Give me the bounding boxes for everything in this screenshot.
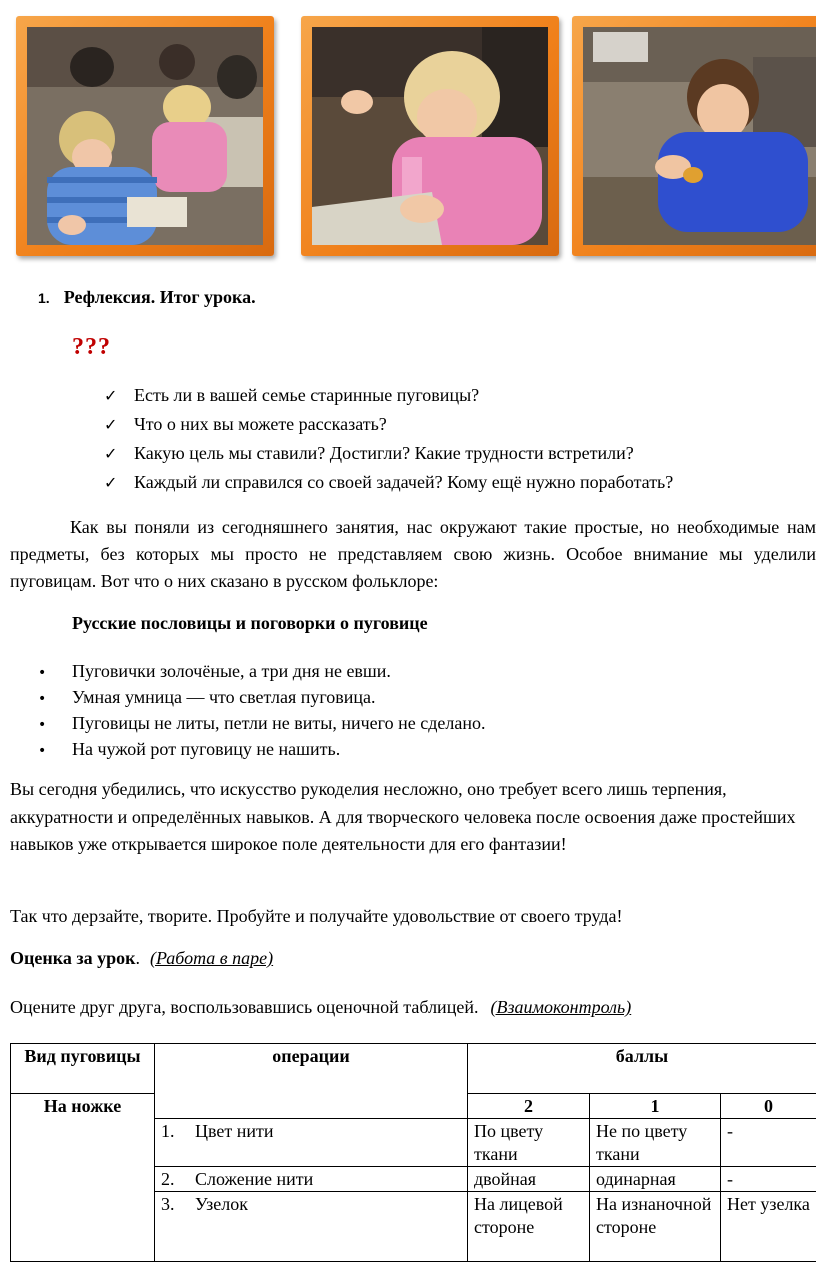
girl-threading-needle-photo-3 — [583, 27, 816, 245]
bullet-icon: • — [38, 691, 47, 707]
girl-sewing-button-photo-2 — [312, 27, 548, 245]
proverbs-list — [38, 658, 485, 762]
points-2-cell: двойная — [468, 1167, 590, 1192]
question-marks: ??? — [72, 334, 111, 360]
bullet-icon: • — [38, 717, 47, 733]
checkmark-icon: ✓ — [104, 444, 118, 463]
classroom-sewing-photo-1 — [27, 27, 263, 245]
points-0-cell: Нет узелка — [721, 1192, 816, 1262]
section-title-text: Рефлексия. Итог урока. — [63, 287, 256, 307]
checkmark-icon: ✓ — [104, 386, 118, 405]
operation-name: Сложение нити — [195, 1169, 314, 1189]
proverbs-heading: Русские пословицы и поговорки о пуговице — [72, 613, 428, 633]
peer-text: Оцените друг друга, воспользовавшись оценочной таблицей. — [10, 997, 479, 1017]
question-item — [104, 468, 673, 497]
question-item — [104, 410, 673, 439]
checkmark-icon: ✓ — [104, 473, 118, 492]
encourage-line: Так что дерзайте, творите. Пробуйте и получайте удовольствие от своего труда! — [10, 906, 623, 926]
peer-line — [10, 997, 631, 1018]
bullet-icon: • — [38, 743, 47, 759]
proverb-text: На чужой рот пуговицу не нашить. — [72, 739, 341, 759]
question-item — [104, 381, 673, 410]
reflection-questions — [104, 381, 673, 497]
proverb-item — [38, 658, 485, 684]
section-number: 1. — [38, 290, 50, 306]
points-2-header: 2 — [468, 1094, 590, 1119]
proverb-item — [38, 684, 485, 710]
question-item — [104, 439, 673, 468]
points-2-cell: На лицевой стороне — [468, 1192, 590, 1262]
proverb-item — [38, 736, 485, 762]
question-text: Что о них вы можете рассказать? — [134, 414, 387, 434]
grade-suffix: . — [135, 948, 140, 968]
section-heading — [38, 287, 256, 308]
points-0-header: 0 — [721, 1094, 816, 1119]
points-0-cell: - — [721, 1119, 816, 1167]
operation-name: Цвет нити — [195, 1121, 274, 1141]
photo-frame-2 — [301, 16, 559, 256]
grade-line — [10, 948, 273, 969]
grade-mode: (Работа в паре) — [149, 948, 274, 968]
col-ops-header: операции — [155, 1044, 468, 1119]
question-text: Есть ли в вашей семье старинные пуговицы? — [134, 385, 480, 405]
question-text: Каждый ли справился со своей задачей? Кому ещё нужно поработать? — [134, 472, 674, 492]
operation-cell — [155, 1167, 468, 1192]
operation-cell — [155, 1192, 468, 1262]
col-points-header: баллы — [468, 1044, 816, 1094]
points-1-cell: Не по цвету ткани — [590, 1119, 721, 1167]
operation-number: 2. — [161, 1169, 175, 1189]
intro-paragraph: Как вы поняли из сегодняшнего занятия, нас окружают такие простые, но необходимые нам предметы, без которых мы просто не представляем свою жизнь. Особое внимание мы уделили пуговицам. Вот что о них сказано в русском фольклоре: — [10, 517, 816, 591]
photo-frame-1 — [16, 16, 274, 256]
grading-table — [10, 1043, 816, 1262]
operation-name: Узелок — [195, 1194, 248, 1214]
proverb-text: Умная умница — что светлая пуговица. — [72, 687, 376, 707]
conclusion-paragraph: Вы сегодня убедились, что искусство рукоделия несложно, оно требует всего лишь терпения, аккуратности и определённых навыков. А для творческого человека после освоения даже простейших навыков уже открывается широкое поле деятельности для его фантазии! — [10, 779, 796, 854]
points-1-cell: На изнаночной стороне — [590, 1192, 721, 1262]
col-type-header: Вид пуговицы — [11, 1044, 155, 1094]
points-2-cell: По цвету ткани — [468, 1119, 590, 1167]
proverb-text: Пуговички золочёные, а три дня не евши. — [72, 661, 391, 681]
checkmark-icon: ✓ — [104, 415, 118, 434]
proverb-item — [38, 710, 485, 736]
points-0-cell: - — [721, 1167, 816, 1192]
bullet-icon: • — [38, 665, 47, 681]
operation-number: 3. — [161, 1194, 175, 1214]
points-1-cell: одинарная — [590, 1167, 721, 1192]
operation-cell — [155, 1119, 468, 1167]
row-type-cell: На ножке — [11, 1094, 155, 1262]
points-1-header: 1 — [590, 1094, 721, 1119]
operation-number: 1. — [161, 1121, 175, 1141]
table-header-row — [11, 1044, 816, 1094]
grade-label: Оценка за урок — [10, 948, 136, 968]
question-text: Какую цель мы ставили? Достигли? Какие трудности встретили? — [134, 443, 634, 463]
peer-mode: (Взаимоконтроль) — [490, 997, 632, 1017]
photo-frame-3 — [572, 16, 816, 256]
proverb-text: Пуговицы не литы, петли не виты, ничего не сделано. — [72, 713, 486, 733]
